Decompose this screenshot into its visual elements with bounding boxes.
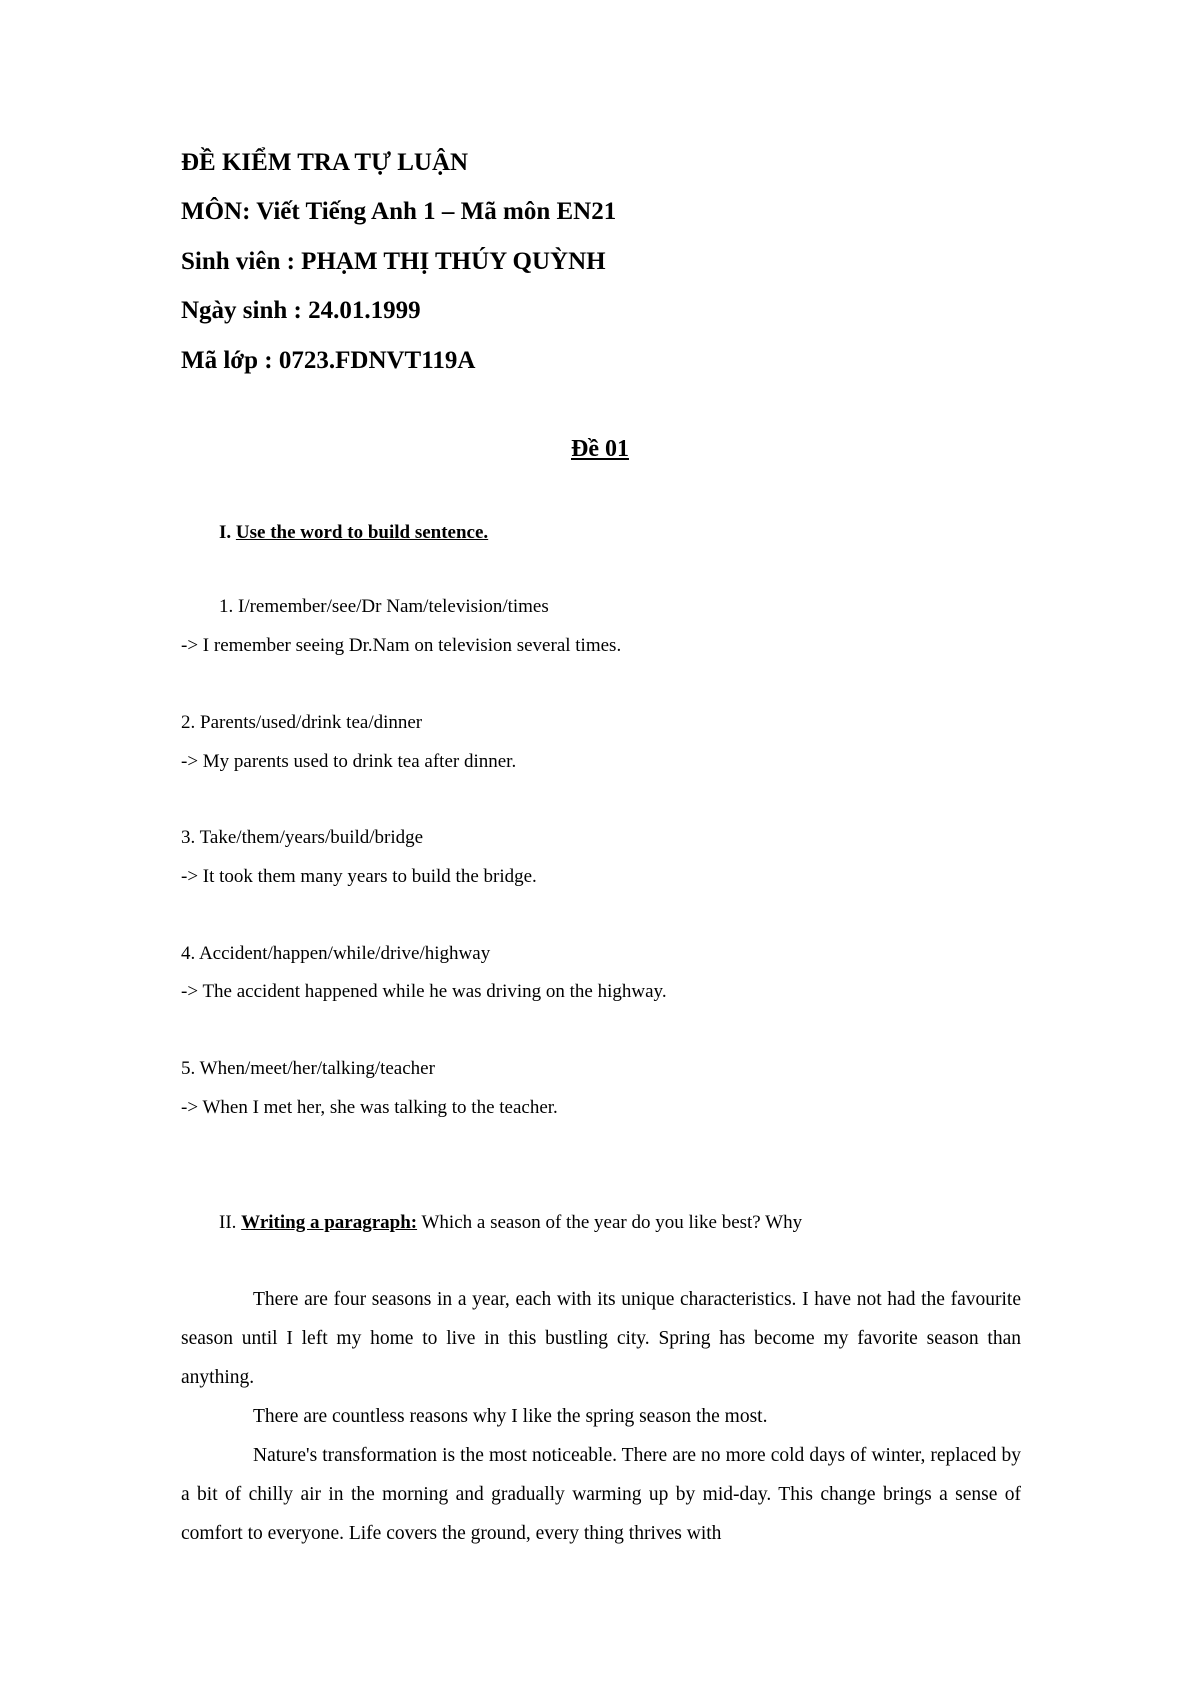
section-2-question: Which a season of the year do you like best? Why [417,1212,803,1233]
birth-date-line: Ngày sinh : 24.01.1999 [181,297,421,324]
section-2-number: II. [219,1212,237,1233]
section-1-title: Use the word to build sentence. [235,522,489,543]
section-2-heading [219,1211,802,1235]
student-name-line: Sinh viên : PHẠM THỊ THÚY QUỲNH [181,248,606,275]
item-2-answer: -> My parents used to drink tea after dinner. [181,751,517,772]
exam-heading: ĐỀ KIỂM TRA TỰ LUẬN [181,149,469,176]
section-2-title: Writing a paragraph: [241,1212,418,1233]
item-1-answer: -> I remember seeing Dr.Nam on television several times. [181,635,622,656]
section-1-heading [219,521,488,545]
essay-body [181,1280,1021,1553]
item-5-answer: -> When I met her, she was talking to the teacher. [181,1097,558,1118]
item-4-answer: -> The accident happened while he was driving on the highway. [181,981,667,1002]
essay-paragraph: There are countless reasons why I like the spring season the most. [253,1406,768,1427]
item-3-answer: -> It took them many years to build the bridge. [181,866,537,887]
exam-title: Đề 01 [571,436,629,462]
item-2-prompt: 2. Parents/used/drink tea/dinner [181,712,423,733]
item-4-prompt: 4. Accident/happen/while/drive/highway [181,943,491,964]
item-3-prompt: 3. Take/them/years/build/bridge [181,827,424,848]
class-code-line: Mã lớp : 0723.FDNVT119A [181,347,476,374]
item-5-prompt: 5. When/meet/her/talking/teacher [181,1058,435,1079]
essay-paragraph: Nature's transformation is the most noticeable. There are no more cold days of winter, replaced by a bit of chilly air in the morning and gradually warming up by mid-day. This change brings a sense of comfort to everyone. Life covers the ground, every thing thrives with [181,1445,1021,1544]
subject-line: MÔN: Viết Tiếng Anh 1 – Mã môn EN21 [181,198,617,225]
item-1-prompt: 1. I/remember/see/Dr Nam/television/times [219,596,549,617]
section-1-number: I. [219,522,232,543]
essay-paragraph: There are four seasons in a year, each with its unique characteristics. I have not had the favourite season until I left my home to live in this bustling city. Spring has become my favorite season than anything. [181,1289,1021,1388]
